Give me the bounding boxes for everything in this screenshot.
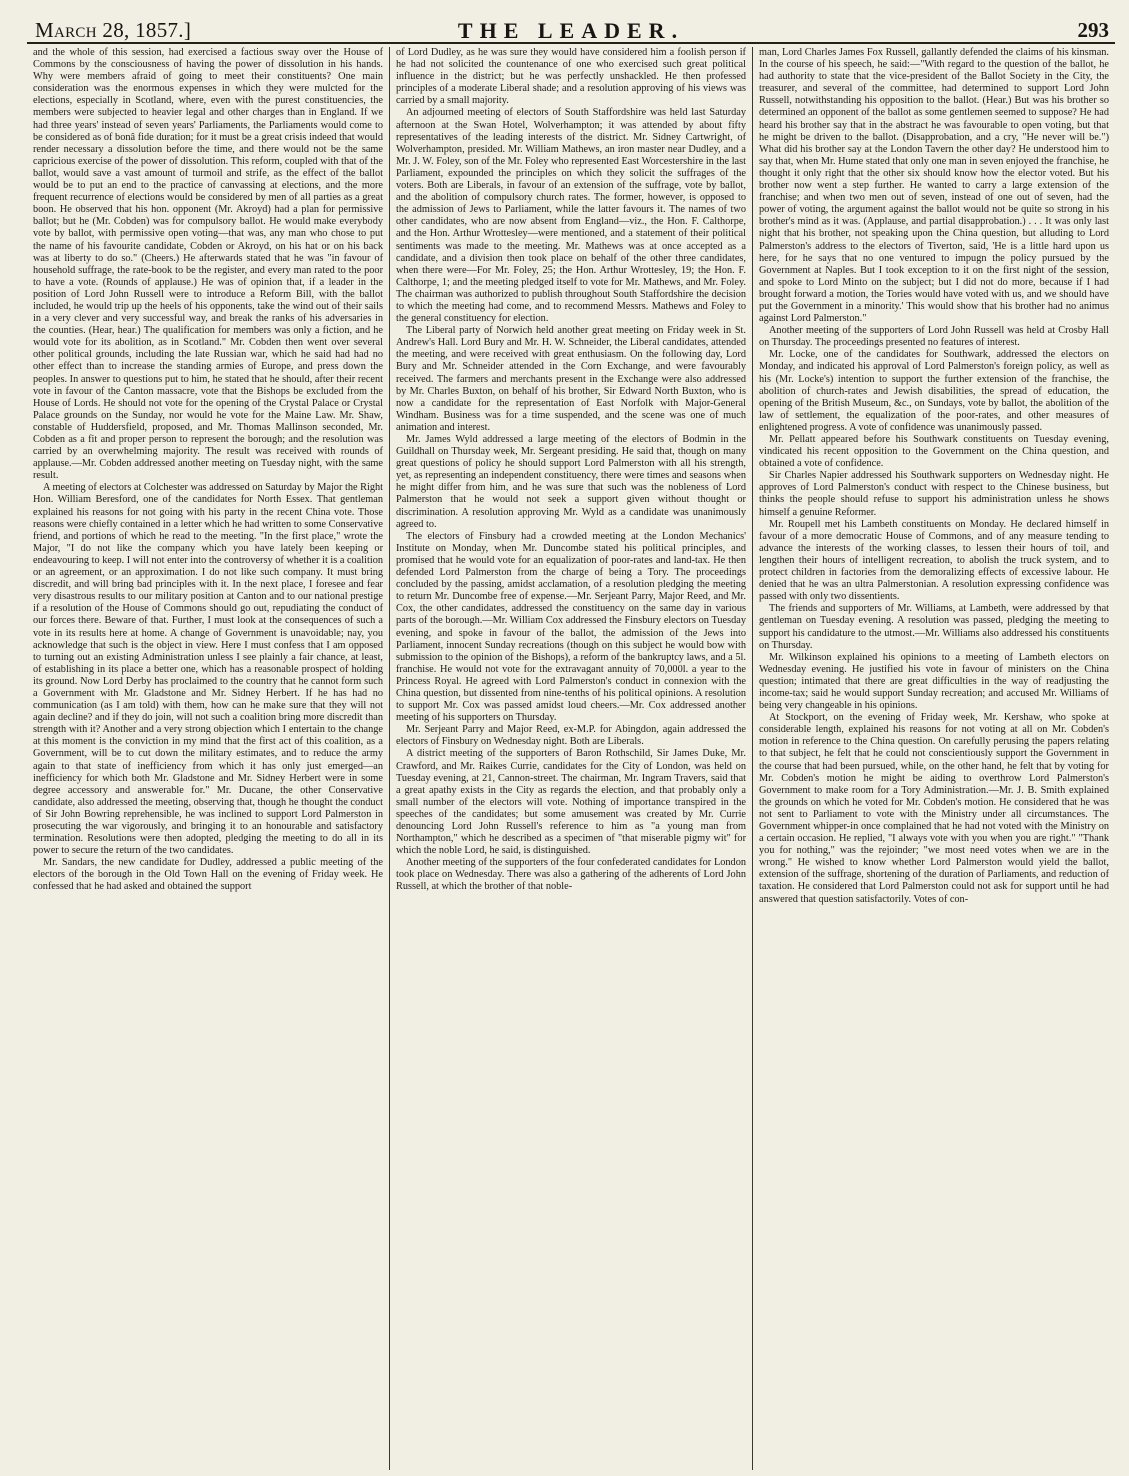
newspaper-title: THE LEADER. [457,18,685,43]
paragraph: An adjourned meeting of electors of South Staffordshire was held last Saturday afternoon at the Swan Hotel, Wolverhampton; it was attended by about fifty representatives of the leading interests of the district. Mr. Sidney Cartwright, of Wolverhampton, presided. Mr. William Mathews, an iron master near Dudley, and a Mr. J. W. Foley, son of the Mr. Foley who represented East Worcestershire in the last Parliament, expounded the principles on which they solicit the suffrages of the voters. Both are Liberals, in favour of an extension of the suffrage, vote by ballot, and the abolition of compulsory church rates. The former, however, is opposed to the admission of Jews to Parliament, while the latter favours it. The names of two other candidates, who are now absent from England—viz., the Hon. F. Calthorpe, and the Hon. Arthur Wrottesley—were mentioned, and a statement of their political sentiments was made to the meeting. Mr. Mathews was at once accepted as a candidate, and a division then took place on behalf of the other three candidates, when there were—For Mr. Foley, 25; the Hon. Arthur Wrottesley, 19; the Hon. F. Calthorpe, 1; and the meeting pledged itself to vote for Mr. Mathews, and Mr. Foley. The chairman was authorized to publish throughout South Staffordshire the decision to which the meeting had come, and to recommend Messrs. Mathews and Foley to the general constituency for election. [396,107,746,325]
paragraph: At Stockport, on the evening of Friday week, Mr. Kershaw, who spoke at considerable length, explained his reasons for not voting at all on Mr. Cobden's motion in reference to the China question. On carefully perusing the papers relating to that subject, he felt that he could not conscientiously support the Government in the course that had been pursued, while, on the other hand, he felt that by voting for Mr. Cobden's motion he might be aiding to overthrow Lord Palmerston's Government to make room for a Tory Administration.—Mr. J. B. Smith explained the grounds on which he voted for Mr. Cobden's motion. He considered that he was not sent to Parliament to vote with the Ministry under all circumstances. The Government whipper-in once complained that he had not voted with the Ministry on a certain occasion. He replied, "I always vote with you when you are right." "Thank you for nothing," was the rejoinder; "we most need votes when we are in the wrong." He wished to know whether Lord Palmerston would yield the ballot, extension of the suffrage, shortening of the duration of Parliaments, and reduction of taxation. He considered that Lord Palmerston could not ask for support until he had answered that question satisfactorily. Votes of con- [759,712,1109,905]
paragraph: The Liberal party of Norwich held another great meeting on Friday week in St. Andrew's Hall. Lord Bury and Mr. H. W. Schneider, the Liberal candidates, attended the meeting, and were received with great enthusiasm. On the following day, Lord Bury and Mr. Schneider attended in the Corn Exchange, and were favourably received. The farmers and merchants present in the Exchange were also addressed by Mr. Charles Buxton, on behalf of his brother, Sir Edward North Buxton, who is now a candidate for the representation of East Norfolk with Major-General Windham. Business was for a time suspended, and the scene was one of much animation and interest. [396,325,746,433]
paragraph: Mr. Pellatt appeared before his Southwark constituents on Tuesday evening, vindicated his recent opposition to the Government on the China question, and obtained a vote of confidence. [759,434,1109,470]
column-1 [27,47,389,1470]
paragraph: The electors of Finsbury had a crowded meeting at the London Mechanics' Institute on Monday, when Mr. Duncombe stated his political principles, and promised that he would vote for an equalization of poor-rates and land-tax. He then defended Lord Palmerston from the charge of being a Tory. The proceedings concluded by the passing, amidst acclamation, of a resolution pledging the meeting to return Mr. Duncombe free of expense.—Mr. Serjeant Parry, Major Reed, and Mr. Cox, the other candidates, addressed the constituency on the same day in various parts of the borough.—Mr. William Cox addressed the Finsbury electors on Tuesday evening, and spoke in favour of the ballot, the admission of the Jews into Parliament, innocent Sunday recreations (though on this subject he would bow with submission to the opinion of the Bishops), a reform of the bankruptcy laws, and a 5l. franchise. He would not vote for the extravagant annuity of 70,000l. a year to the Princess Royal. He agreed with Lord Palmerston's conduct in connexion with the China question, but dissented from nine-tenths of his political opinions. A resolution to support Mr. Cox was passed amidst loud cheers.—Mr. Cox addressed another meeting of his supporters on Thursday. [396,530,746,724]
paragraph: Another meeting of the supporters of the four confederated candidates for London took place on Wednesday. There was also a gathering of the adherents of Lord John Russell, at which the brother of that noble- [396,857,746,893]
paragraph: Another meeting of the supporters of Lord John Russell was held at Crosby Hall on Thursday. The proceedings presented no features of interest. [759,325,1109,349]
paragraph: Mr. Sandars, the new candidate for Dudley, addressed a public meeting of the electors of the borough in the Old Town Hall on the evening of Friday week. He confessed that he had asked and obtained the support [33,857,383,893]
paragraph: Mr. Serjeant Parry and Major Reed, ex-M.P. for Abingdon, again addressed the electors of Finsbury on Wednesday night. Both are Liberals. [396,724,746,748]
page-number: 293 [1077,18,1109,42]
paragraph: A meeting of electors at Colchester was addressed on Saturday by Major the Right Hon. William Beresford, one of the candidates for North Essex. That gentleman explained his reasons for not going with his party in the recent China vote. Those reasons were chiefly contained in a letter which he had written to some Conservative friend, and portions of which he read to the meeting. "In the first place," wrote the Major, "I do not like the company which you have lately been keeping or endeavouring to keep. I will not enter into the controversy of whether it is a coalition or an agreement, or an approximation. I do not like such company. It must bring discredit, and will bring bad principles with it. In the next place, I foresee and fear very disastrous results to our military position at Canton and to our national prestige if a resolution of the House of Commons should go out, repudiating the conduct of our forces there. Beware of that. Further, I must look at the consequences of such a vote in its results here at home. A change of Government is unavoidable; nay, you acknowledge that such is the object in view. Here I must confess that I am opposed to turning out an existing Administration unless I see plainly a fair chance, at least, of establishing in its place a better one, which has a reasonable prospect of holding its ground. Now Lord Derby has proclaimed to the country that he cannot form such a Government with Mr. Gladstone and Mr. Sidney Herbert. If he has had no communication (as I am told) with them, how can he make sure that they will not again decline? and if they do join, will not such a coalition bring more discredit than strength with it? Another and a very strong objection which I entertain to the change at this moment is the conviction in my mind that the first act of this coalition, as a Government, will be to cut down the military estimates, and to reduce the army again to that state of inefficiency from which it has only just emerged—an inefficiency for which both Mr. Gladstone and Mr. Sidney Herbert were in some degree accessory and answerable for." Mr. Ducane, the other Conservative candidate, also addressed the meeting, observing that, though he thought the conduct of Sir John Bowring reprehensible, he was inclined to support Lord Palmerston in prosecuting the war vigorously, and bringing it to an honourable and satisfactory termination. Resolutions were then adopted, pledging the meeting to do all in its power to secure the return of the two candidates. [33,482,383,857]
column-2 [389,47,752,1470]
issue-date: March 28, 1857.] [35,18,192,42]
masthead [27,18,1115,43]
paragraph: A district meeting of the supporters of Baron Rothschild, Sir James Duke, Mr. Crawford, and Mr. Raikes Currie, candidates for the City of London, was held on Tuesday evening, at 21, Cannon-street. The chairman, Mr. Ingram Travers, said that a great apathy exists in the City as regards the election, and that probably only a small number of the electors will vote. Nothing of importance transpired in the speeches of the candidates; but some amusement was created by Mr. Currie denouncing Lord John Russell's reference to him as "a young man from Northampton," which he described as a specimen of "that miserable pigmy wit" for which the noble Lord, he said, is distinguished. [396,748,746,857]
paragraph: Sir Charles Napier addressed his Southwark supporters on Wednesday night. He approves of Lord Palmerston's conduct with respect to the Chinese business, but thinks the people should refuse to support his administration unless he shows himself a genuine Reformer. [759,470,1109,518]
paragraph: man, Lord Charles James Fox Russell, gallantly defended the claims of his kinsman. In the course of his speech, he said:—"With regard to the question of the ballot, he had authority to state that the vice-president of the Ballot Society in the City, the treasurer, and several of the committee, had determined to support Lord John Russell, notwithstanding his opposition to the ballot. (Hear.) But was his brother so determined an opponent of the ballot as some gentlemen seemed to suppose? He had heard his brother say that in the abstract he was favourable to open voting, but that he might be driven to the ballot. (Disapprobation, and a cry, "He never will be.") What did his brother say at the London Tavern the other day? He understood him to say that, when Mr. Hume stated that only one man in seven enjoyed the franchise, he thought it only right that the other six should know how the elector voted. But his brother now went a step further. He wanted to carry a large extension of the franchise; and when two men out of seven, instead of one out of seven, had the power of voting, the argument against the ballot would not be quite so strong in his brother's mind as it was. (Applause, and partial disapprobation.) . . . It was only last night that his brother, not speaking upon the China question, but alluding to Lord Palmerston's address to the electors of Tiverton, said, 'He is a little hard upon us here, for he says that no one ventured to impugn the policy pursued by the Government at Naples. But I took exception to it on the first night of the session, and spoke to Lord Minto on the subject; but I did not do more, because if I had brought forward a motion, the Tories would have voted with us, and we should have put the Government in a minority.' This would show that his brother had no animus against Lord Palmerston." [759,47,1109,325]
masthead-rule [27,42,1115,44]
paragraph: of Lord Dudley, as he was sure they would have considered him a foolish person if he had not solicited the countenance of one who exercised such great political influence in the district; but he was perfectly unshackled. He then professed principles of a moderate Liberal shade; and a resolution approving of his views was carried by a small majority. [396,47,746,107]
paragraph: The friends and supporters of Mr. Williams, at Lambeth, were addressed by that gentleman on Tuesday evening. A resolution was passed, pledging the meeting to support his candidature to the utmost.—Mr. Williams also addressed his constituents on Thursday. [759,603,1109,651]
paragraph: Mr. James Wyld addressed a large meeting of the electors of Bodmin in the Guildhall on Thursday week, Mr. Sergeant presiding. He said that, though on many great questions of policy he should support Lord Palmerston with all his strength, yet, as representing an independent constituency, there were times and seasons when he might differ from him, and he was sure that such was the nobleness of Lord Palmerston that he would not seek a support given without thought or discrimination. A resolution approving Mr. Wyld as a candidate was unanimously agreed to. [396,434,746,530]
paragraph: Mr. Roupell met his Lambeth constituents on Monday. He declared himself in favour of a more democratic House of Commons, and of any measure tending to advance the interests of the working classes, to lessen their hours of toil, and lengthen their hours of intelligent recreation, to abolish the truck system, and to protect children in factories from the demoralizing effects of excessive labour. He denied that he was an ultra Palmerstonian. A resolution expressing confidence was passed with only two dissentients. [759,518,1109,603]
column-3 [752,47,1115,1470]
paragraph: and the whole of this session, had exercised a factious sway over the House of Commons by the consciousness of having the power of dissolution in his hands. Why were members afraid of going to meet their constituents? One main consideration was the enormous expenses in which they were mulcted for the elections, especially in Scotland, where, even with the purest constituencies, the members were subjected to heavier legal and other charges than in England. If we had three years' instead of seven years' Parliaments, the Parliaments would come to be considered as of bonâ fide duration; for it must be a great crisis indeed that would render necessary a dissolution before the time, and there would not be the same capricious exercise of the power of dissolution. This reform, coupled with that of the ballot, would save a vast amount of turmoil and strife, as the effect of the ballot would be to put an end to the practice of canvassing at elections, and the more frequent recurrence of elections would be considered by men of all parties as a great boon. He observed that his hon. opponent (Mr. Akroyd) had a plan for permissive ballot; but he (Mr. Cobden) was for compulsory ballot. He would make everybody vote by ballot, with permissive open voting—that was, any man who chose to put the name of his favourite candidate, Cobden or Akroyd, on his hat or on his back was at liberty to do so." (Cheers.) He afterwards stated that he was "in favour of household suffrage, the rate-book to be the register, and every man rated to the poor to have a vote. (Rounds of applause.) He was of opinion that, if a leader in the position of Lord John Russell were to introduce a Reform Bill, with the ballot included, he would trip up the heels of his opponents, take the wind out of their sails in a very clever and very successful way, and break the ranks of his adversaries in the counties. (Hear, hear.) The qualification for members was only a fiction, and he would vote for its abolition, as in Scotland." Mr. Cobden then went over several other political grounds, including the late Russian war, which he said had had no other effect than to increase the standing armies of Europe, and press down the peoples. In answer to questions put to him, he stated that he should, after their recent vote in favour of the Canton massacre, vote that the Bishops be excluded from the House of Lords. He should not vote for the opening of the Crystal Palace or Crystal Palace grounds on the Sunday, nor would he vote for the Maine Law. Mr. Shaw, constable of Huddersfield, proposed, and Mr. Thomas Mallinson seconded, Mr. Cobden as a fit and proper person to represent the borough; and the resolution was carried by an overwhelming majority. The result was received with rounds of applause.—Mr. Cobden addressed another meeting on Tuesday night, with the same result. [33,47,383,482]
paragraph: Mr. Wilkinson explained his opinions to a meeting of Lambeth electors on Wednesday evening. He justified his vote in favour of ministers on the China question; intimated that there are great difficulties in the way of readjusting the income-tax; said he would support Sunday recreation; and accused Mr. Williams of being very changeable in his opinions. [759,651,1109,712]
article-columns [27,47,1115,1470]
paragraph: Mr. Locke, one of the candidates for Southwark, addressed the electors on Monday, and indicated his approval of Lord Palmerston's foreign policy, as well as his (Mr. Locke's) intention to support the further extension of the franchise, the abolition of church-rates and Jewish disabilities, the spread of education, the opening of the British Museum, &c., on Sundays, vote by ballot, the abolition of the law of settlement, the equalization of the poor-rates, and other measures of enlightened progress. A vote of confidence was unanimously passed. [759,349,1109,433]
